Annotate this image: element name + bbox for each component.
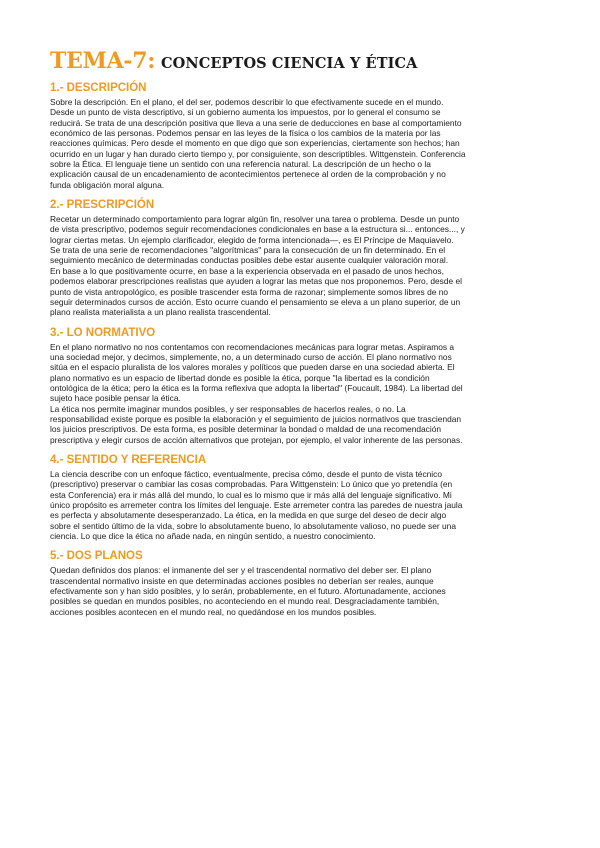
body-line: posibles se quedan en mundos posibles, no aconteciendo en el mundo real. Desgraciadamente también,: [50, 596, 440, 607]
body-line: explicación causal de un encadenamiento de acontecimientos pertenece al orden de la comprobación y no: [50, 169, 446, 180]
body-line: sitúa en el espacio pluralista de los valores morales y políticos que pueden darse en una sociedad abierta. El: [50, 362, 455, 373]
body-line: Recetar un determinado comportamiento para lograr algún fin, resolver una tarea o problema. Desde un punto: [50, 214, 460, 225]
section-body: [50, 565, 558, 617]
body-line: La ciencia describe con un enfoque fáctico, eventualmente, precisa cómo, desde el punto de vista técnico: [50, 468, 443, 479]
document-content: [50, 44, 558, 625]
body-line: esta Conferencia) era ir más allá del mundo, lo cual es lo mismo que ir más allá del lenguaje significativo. Mi: [50, 489, 452, 500]
body-line: punto de vista antropológico, es posible trascender esta forma de razonar; simplemente somos libres de no: [50, 286, 449, 297]
body-line: sobre la Ética. El lenguaje tiene un sentido con una referencia natural. La descripción de un hecho o la: [50, 159, 431, 170]
body-line: único propósito es arremeter contra los límites del lenguaje. Este arremeter contra las paredes de nuestra jaula: [50, 500, 463, 510]
body-line: responsabilidad existe porque es posible la elaboración y el seguimiento de juicios normativos que trasciendan: [50, 413, 462, 424]
body-line: seguir determinados cursos de acción. Esto ocurre cuando el pensamiento se eleva a un plano superior, de un: [50, 296, 461, 307]
body-line: ontológica de la ética; pero la ética es la forma reflexiva que adopta la libertad" (Foucault, 1984). La libertad del: [50, 382, 463, 393]
section: [50, 198, 558, 317]
body-line: Sobre la descripción. En el plano, el del ser, podemos describir lo que efectivamente sucede en el mundo.: [50, 97, 444, 107]
body-line: una sociedad mejor, y decimos, simplemente, no, a un determinado curso de acción. El plano normativo nos: [50, 351, 452, 362]
title-subject: CONCEPTOS CIENCIA Y ÉTICA: [161, 55, 418, 72]
body-line: sujeto hace posible pensar la ética.: [50, 393, 181, 404]
section: [50, 549, 558, 617]
body-line: (prescriptivo) preservar o cambiar las cosas comprobadas. Para Wittgenstein: Lo único que yo pretendía (en: [50, 479, 453, 490]
body-line: podemos elaborar prescripciones realistas que ayuden a lograr las metas que nos proponemos. Pero, desde el: [50, 276, 463, 287]
body-line: lograr ciertas metas. Un ejemplo clarificador, elegido de forma intencionada—, es El Príncipe de Maquiavelo.: [50, 234, 454, 245]
section-body: [50, 342, 558, 445]
section-heading: 2.- PRESCRIPCIÓN: [50, 199, 155, 212]
section: [50, 326, 558, 445]
page-title: [50, 44, 558, 77]
body-line: los juicios prescriptivos. De esta forma, es posible determinar la bondad o maldad de una recomendación: [50, 424, 442, 435]
section-heading: 1.- DESCRIPCIÓN: [50, 82, 147, 94]
body-line: trascendental normativo insiste en que determinadas acciones posibles no deberían ser reales, aunque: [50, 575, 434, 586]
section: [50, 81, 558, 190]
body-line: En base a lo que positivamente ocurre, en base a la experiencia observada en el pasado de unos hechos,: [50, 265, 444, 276]
section: [50, 453, 558, 541]
body-line: plano realista materialista a un plano realista trascendental.: [50, 307, 271, 318]
section-body: [50, 469, 558, 541]
body-line: es perfecta y absolutamente desesperanzado. La ética, en la medida en que surge del deseo de decir algo: [50, 510, 447, 521]
body-line: efectivamente son y han sido posibles, y lo serán, probablemente, en el futuro. Afortunadamente, acciones: [50, 586, 446, 597]
body-line: económico de las personas. Podemos pensar en las leyes de la física o los cambios de la materia por las: [50, 128, 441, 139]
title-tema: TEMA-7:: [50, 48, 156, 74]
section-heading: 5.- DOS PLANOS: [50, 550, 143, 563]
sections-container: [50, 81, 558, 617]
body-line: sobre el sentido último de la vida, sobre lo absolutamente bueno, lo absolutamente valioso, no puede ser una: [50, 520, 456, 531]
body-line: En el plano normativo no nos contentamos con recomendaciones mecánicas para lograr metas. Aspiramos a: [50, 341, 455, 352]
body-line: reducirá. Se trata de una descripción positiva que lleva a una serie de deducciones en base al comportamiento: [50, 117, 462, 128]
body-line: funda obligación moral alguna.: [50, 179, 165, 190]
body-line: Quedan definidos dos planos: el inmanente del ser y el trascendental normativo del deber ser. El plano: [50, 565, 432, 576]
section-body: [50, 214, 558, 317]
body-line: Se trata de una serie de recomendaciones "algorítmicas" para la consecución de un fin determinado. En el: [50, 245, 446, 256]
body-line: Desde un punto de vista descriptivo, si un gobierno aumenta los impuestos, por lo general el consumo se: [50, 107, 441, 118]
section-heading: 4.- SENTIDO Y REFERENCIA: [50, 453, 207, 466]
body-line: seguimiento mecánico de determinadas conductas posibles debe estar ausente cualquier valoración moral.: [50, 255, 449, 266]
body-line: reacciones químicas. Pero desde el momento en que digo que son experiencias, ciertamente son hechos; han: [50, 138, 460, 149]
section-body: [50, 97, 558, 190]
body-line: plano normativo es un espacio de libertad donde es posible la ética, porque "la libertad es la condición: [50, 372, 430, 383]
body-line: La ética nos permite imaginar mundos posibles, y ser responsables de hacerlos reales, o no. La: [50, 403, 406, 414]
body-line: acciones posibles acontecen en el mundo real, no quedándose en los mundos posibles.: [50, 606, 377, 617]
body-line: ocurrido en un lugar y han durado cierto tiempo y, por consiguiente, son descriptibles. Wittgenstein. Conferencia: [50, 148, 466, 159]
body-line: de vista prescriptivo, podemos seguir recomendaciones condicionales en base a la estructura si... entonces..., y: [50, 224, 465, 235]
section-heading: 3.- LO NORMATIVO: [50, 326, 156, 339]
body-line: ciencia. Lo que dice la ética no añade nada, en ningún sentido, a nuestro conocimiento.: [50, 531, 376, 542]
body-line: prescriptiva y elegir cursos de acción alternativos que protejan, por ejemplo, el valor inherente de las personas.: [50, 434, 463, 445]
